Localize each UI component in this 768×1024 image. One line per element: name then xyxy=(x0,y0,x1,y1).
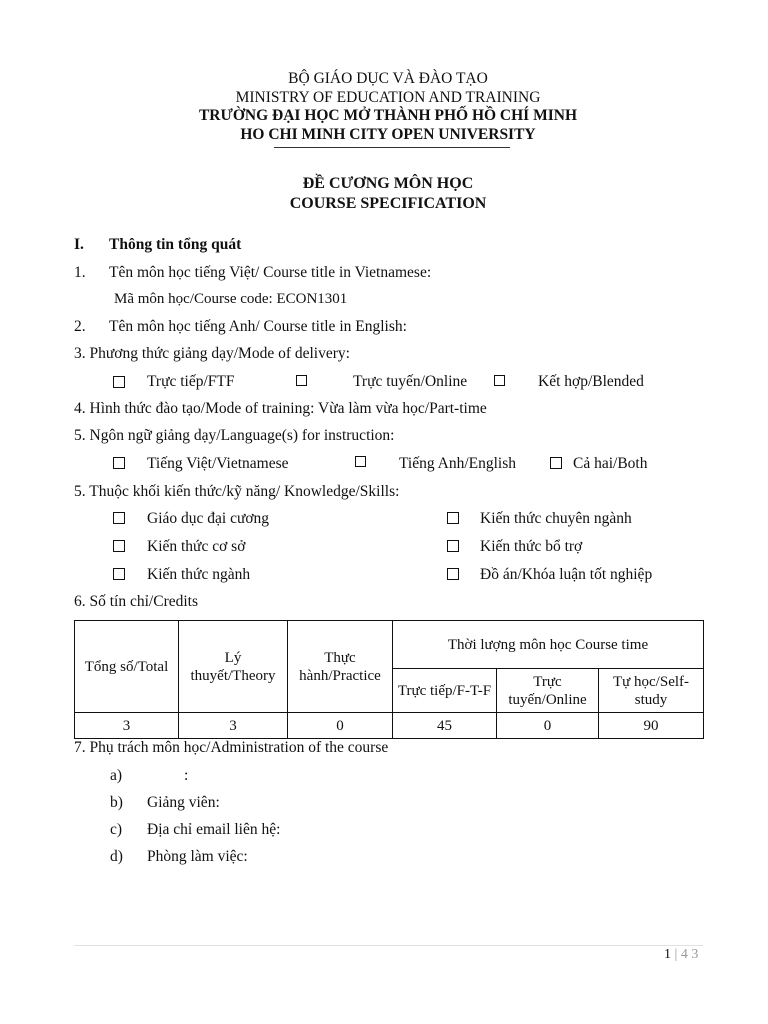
checkbox-supp[interactable] xyxy=(447,540,459,552)
course-code: Mã môn học/Course code: ECON1301 xyxy=(114,291,348,307)
admin-c-label: c) xyxy=(110,821,123,838)
doc-title-vi: ĐỀ CƯƠNG MÔN HỌC xyxy=(302,175,474,192)
lang-both-label: Cả hai/Both xyxy=(573,455,648,472)
checkbox-lang-en[interactable] xyxy=(355,456,366,467)
lang-vi-label: Tiếng Việt/Vietnamese xyxy=(147,455,289,472)
ministry-vi: BỘ GIÁO DỤC VÀ ĐÀO TẠO xyxy=(288,70,488,87)
checkbox-general[interactable] xyxy=(113,512,125,524)
footer-divider xyxy=(74,945,703,946)
header-ftf: Trực tiếp/F-T-F xyxy=(393,669,497,713)
item-7-text: 7. Phụ trách môn học/Administration of the course xyxy=(74,739,389,756)
cell-practice: 0 xyxy=(288,713,393,739)
item-knowledge-text: 5. Thuộc khối kiến thức/kỹ năng/ Knowledge/Skills: xyxy=(74,483,400,500)
checkbox-ftf[interactable] xyxy=(113,376,125,388)
cell-total: 3 xyxy=(75,713,179,739)
checkbox-field[interactable] xyxy=(113,568,125,580)
page-current: 1 xyxy=(664,947,671,962)
admin-a-text: : xyxy=(184,767,189,784)
admin-d-text: Phòng làm việc: xyxy=(147,848,248,865)
item-6-text: 6. Số tín chỉ/Credits xyxy=(74,593,198,610)
knowledge-thesis-label: Đồ án/Khóa luận tốt nghiệp xyxy=(480,566,653,583)
cell-theory: 3 xyxy=(179,713,288,739)
admin-b-label: b) xyxy=(110,794,123,811)
checkbox-blended[interactable] xyxy=(494,375,505,386)
page-separator: | xyxy=(674,947,678,962)
item-4-text: 4. Hình thức đào tạo/Mode of training: Vừa làm vừa học/Part-time xyxy=(74,400,487,417)
admin-a-label: a) xyxy=(110,767,123,784)
header-practice: Thực hành/Practice xyxy=(288,621,393,713)
checkbox-lang-vi[interactable] xyxy=(113,457,125,469)
section-number: I. xyxy=(74,236,84,253)
checkbox-thesis[interactable] xyxy=(447,568,459,580)
knowledge-supp-label: Kiến thức bổ trợ xyxy=(480,538,583,555)
university-en: HO CHI MINH CITY OPEN UNIVERSITY xyxy=(240,126,536,143)
delivery-online-label: Trực tuyến/Online xyxy=(353,373,468,390)
item-1-number: 1. xyxy=(74,264,86,281)
header-divider xyxy=(274,147,510,148)
university-vi: TRƯỜNG ĐẠI HỌC MỞ THÀNH PHỐ HỒ CHÍ MINH xyxy=(198,107,578,124)
item-2-text: Tên môn học tiếng Anh/ Course title in English: xyxy=(109,318,407,335)
checkbox-online[interactable] xyxy=(296,375,307,386)
knowledge-general-label: Giáo dục đại cương xyxy=(147,510,270,527)
item-2-number: 2. xyxy=(74,318,86,335)
page-total: 4 3 xyxy=(680,947,699,962)
doc-title-en: COURSE SPECIFICATION xyxy=(289,195,487,212)
page-number xyxy=(664,947,698,963)
header-online: Trực tuyến/Online xyxy=(497,669,599,713)
checkbox-lang-both[interactable] xyxy=(550,457,562,469)
cell-ftf: 45 xyxy=(393,713,497,739)
knowledge-major-label: Kiến thức chuyên ngành xyxy=(480,510,632,527)
ministry-en: MINISTRY OF EDUCATION AND TRAINING xyxy=(235,89,541,106)
item-1-text: Tên môn học tiếng Việt/ Course title in Vietnamese: xyxy=(109,264,432,281)
admin-c-text: Địa chỉ email liên hệ: xyxy=(147,821,281,838)
header-total: Tổng số/Total xyxy=(75,621,179,713)
credits-table xyxy=(74,620,704,739)
header-course-time: Thời lượng môn học Course time xyxy=(393,621,704,669)
item-3-text: 3. Phương thức giảng dạy/Mode of delivery: xyxy=(74,345,350,362)
knowledge-base-label: Kiến thức cơ sở xyxy=(147,538,246,555)
header-self-study: Tự học/Self-study xyxy=(599,669,704,713)
header-theory: Lý thuyết/Theory xyxy=(179,621,288,713)
lang-en-label: Tiếng Anh/English xyxy=(399,455,516,472)
admin-b-text: Giảng viên: xyxy=(147,794,220,811)
delivery-blended-label: Kết hợp/Blended xyxy=(538,373,644,390)
cell-online: 0 xyxy=(497,713,599,739)
delivery-ftf-label: Trực tiếp/FTF xyxy=(147,373,235,390)
section-heading: Thông tin tổng quát xyxy=(109,236,242,253)
knowledge-field-label: Kiến thức ngành xyxy=(147,566,251,583)
checkbox-major[interactable] xyxy=(447,512,459,524)
cell-self-study: 90 xyxy=(599,713,704,739)
checkbox-base[interactable] xyxy=(113,540,125,552)
admin-d-label: d) xyxy=(110,848,123,865)
item-5-text: 5. Ngôn ngữ giảng dạy/Language(s) for instruction: xyxy=(74,427,395,444)
